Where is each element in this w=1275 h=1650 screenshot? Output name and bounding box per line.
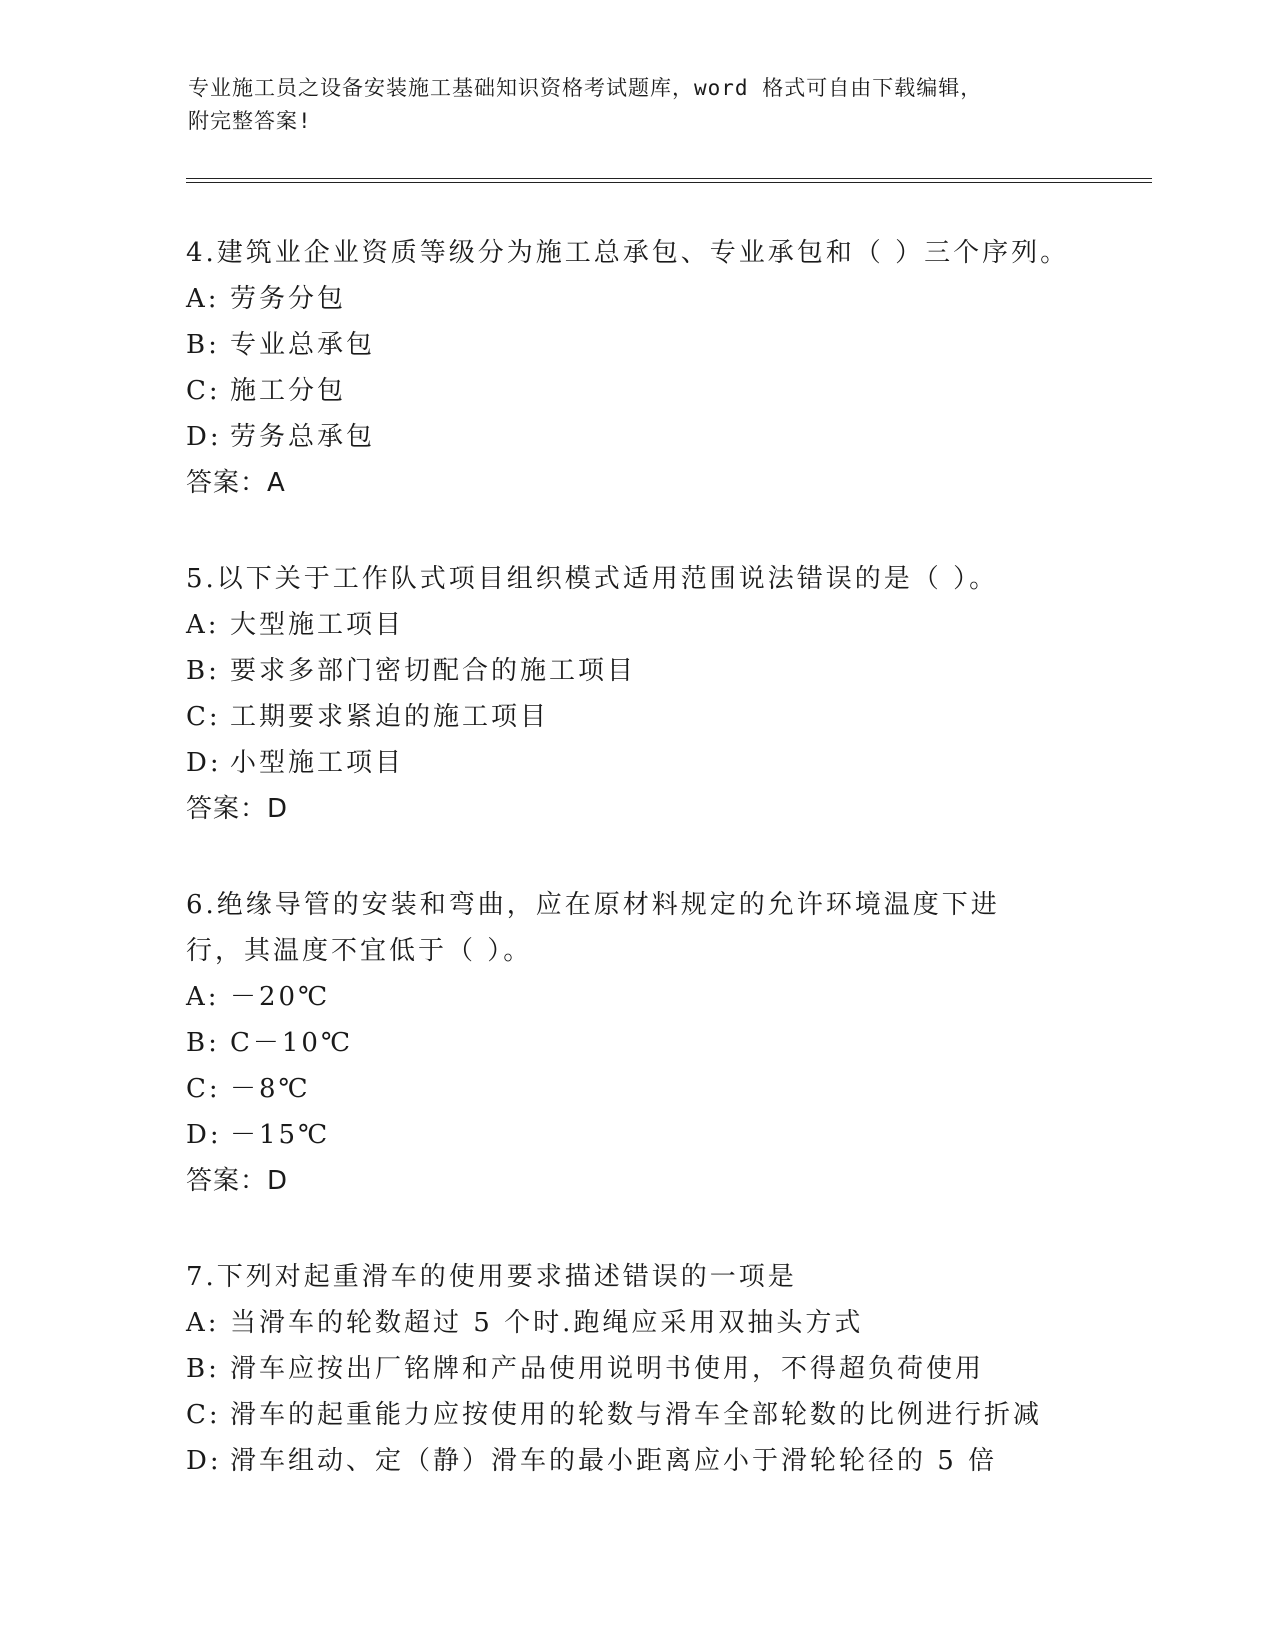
option-text: 滑车组动、定（静）滑车的最小距离应小于滑轮轮径的 5 倍 xyxy=(230,1446,998,1476)
document-header xyxy=(188,72,1068,138)
option-d xyxy=(186,1112,1186,1158)
question-7 xyxy=(186,1254,1186,1484)
answer: 答案：D xyxy=(186,794,289,824)
option-c xyxy=(186,694,1186,740)
option-text: 劳务分包 xyxy=(230,284,347,314)
option-text: 大型施工项目 xyxy=(230,610,405,640)
option-d xyxy=(186,1438,1186,1484)
option-key: C: xyxy=(186,1074,221,1104)
option-b xyxy=(186,1346,1186,1392)
question-stem: 5.以下关于工作队式项目组织模式适用范围说法错误的是（ ）。 xyxy=(186,564,999,594)
option-text: 施工分包 xyxy=(230,376,347,406)
option-c xyxy=(186,1392,1186,1438)
option-key: A: xyxy=(186,284,220,314)
option-b xyxy=(186,648,1186,694)
question-4 xyxy=(186,230,1186,506)
option-key: C: xyxy=(186,1400,221,1430)
option-d xyxy=(186,414,1186,460)
option-b xyxy=(186,322,1186,368)
option-text: 要求多部门密切配合的施工项目 xyxy=(230,656,637,686)
header-divider xyxy=(186,178,1152,183)
option-text: 滑车的起重能力应按使用的轮数与滑车全部轮数的比例进行折减 xyxy=(230,1400,1043,1430)
option-key: B: xyxy=(186,330,220,360)
option-key: C: xyxy=(186,702,221,732)
question-stem: 4.建筑业企业资质等级分为施工总承包、专业承包和（ ）三个序列。 xyxy=(186,238,1070,268)
question-list xyxy=(186,230,1186,1534)
option-a xyxy=(186,276,1186,322)
option-key: B: xyxy=(186,1354,220,1384)
option-key: D: xyxy=(186,1446,222,1476)
option-key: B: xyxy=(186,656,220,686)
option-key: B: xyxy=(186,1028,220,1058)
option-key: D: xyxy=(186,748,222,778)
option-text: 工期要求紧迫的施工项目 xyxy=(230,702,550,732)
question-stem: 7.下列对起重滑车的使用要求描述错误的一项是 xyxy=(186,1262,797,1292)
option-c xyxy=(186,1066,1186,1112)
option-key: D: xyxy=(186,1120,222,1150)
question-stem: 6.绝缘导管的安装和弯曲，应在原材料规定的允许环境温度下进行，其温度不宜低于（ ）。 xyxy=(186,890,1000,966)
option-text: －15℃ xyxy=(230,1120,331,1150)
answer: 答案：A xyxy=(186,468,286,498)
option-key: A: xyxy=(186,610,220,640)
option-text: －20℃ xyxy=(230,982,331,1012)
question-6 xyxy=(186,882,1186,1204)
header-line-2: 附完整答案! xyxy=(188,109,312,133)
option-text: －8℃ xyxy=(230,1074,311,1104)
option-key: A: xyxy=(186,982,220,1012)
option-a xyxy=(186,974,1186,1020)
option-key: D: xyxy=(186,422,222,452)
option-key: A: xyxy=(186,1308,220,1338)
option-a xyxy=(186,1300,1186,1346)
option-d xyxy=(186,740,1186,786)
option-b xyxy=(186,1020,1186,1066)
question-5 xyxy=(186,556,1186,832)
option-text: 小型施工项目 xyxy=(230,748,405,778)
option-key: C: xyxy=(186,376,221,406)
option-c xyxy=(186,368,1186,414)
option-text: 滑车应按出厂铭牌和产品使用说明书使用，不得超负荷使用 xyxy=(230,1354,985,1384)
header-line-1: 专业施工员之设备安装施工基础知识资格考试题库，word 格式可自由下载编辑， xyxy=(188,76,983,100)
option-text: 劳务总承包 xyxy=(230,422,376,452)
option-text: C－10℃ xyxy=(230,1028,354,1058)
option-a xyxy=(186,602,1186,648)
option-text: 专业总承包 xyxy=(230,330,376,360)
option-text: 当滑车的轮数超过 5 个时.跑绳应采用双抽头方式 xyxy=(230,1308,864,1338)
answer: 答案：D xyxy=(186,1166,289,1196)
